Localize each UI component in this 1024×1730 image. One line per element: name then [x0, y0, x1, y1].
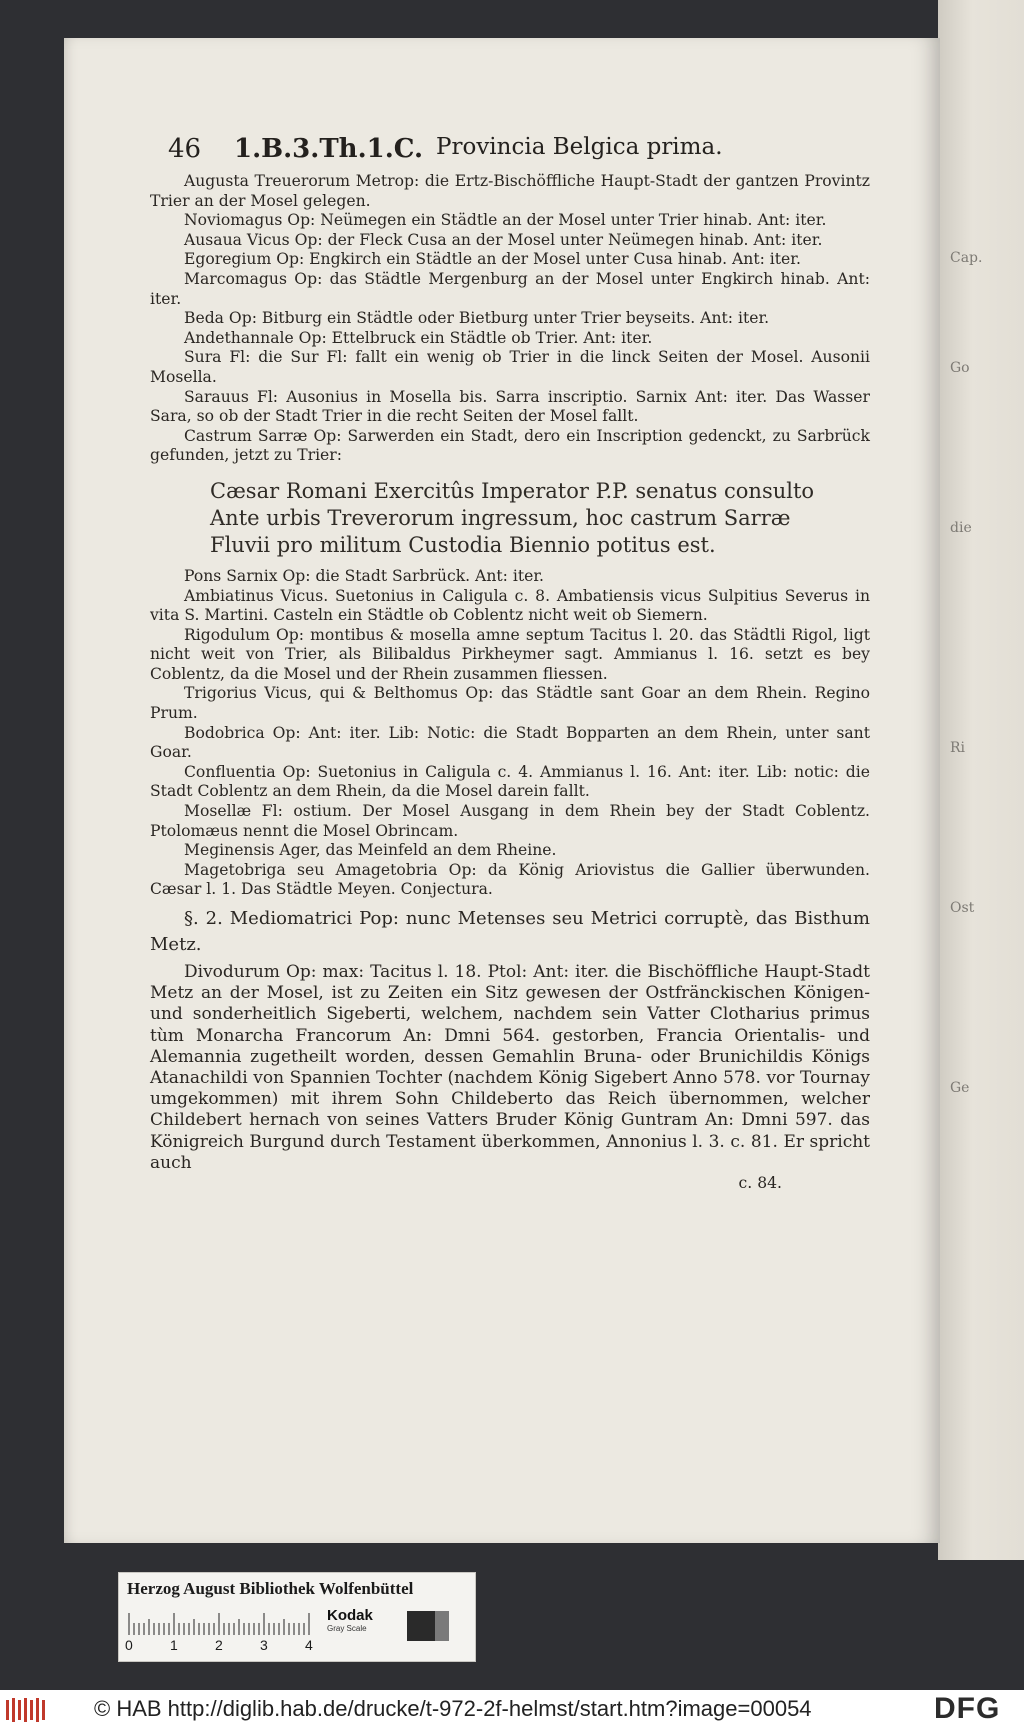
ruler-label: 3: [260, 1637, 268, 1653]
entry-paragraph: Divodurum Op: max: Tacitus l. 18. Ptol: Ant: iter. die Bischöffliche Haupt-Stadt Metz an der Mosel, ist zu Zeiten ein Sitz gewesen der Ostfränckischen Königen- und sonderheitlich Sigeberti, welchem, nachdem sein Vatter Clotharius primus tùm Monarcha Francorum An: Dmni 564. gestorben, Francia Orientalis- und Alemannia zugetheilt worden, dessen Gemahlin Bruna- oder Brunichildis Königs Atanachildi von Spannien Tochter (nachdem König Sigebert Anno 578. vor Tournay umgekommen) mit ihrem Sohn Childeberto das Reich übernommen, welcher Childebert hernach von seines Vatters Bruder König Guntram An: Dmni 597. das Königreich Burgund durch Testament überkommen, Annonius l. 3. c. 81. Er spricht auch: [150, 962, 870, 1173]
dfg-logo: DFG: [934, 1692, 1001, 1725]
next-page-fragment: Cap.: [950, 250, 983, 266]
footer-bar: [0, 1690, 1024, 1730]
catchword: c. 84.: [738, 1174, 782, 1193]
gray-swatch-mid: [435, 1611, 449, 1641]
entry-paragraph: Noviomagus Op: Neümegen ein Städtle an der Mosel unter Trier hinab. Ant: iter.: [184, 211, 827, 230]
entry-paragraph: Pons Sarnix Op: die Stadt Sarbrück. Ant: iter.: [184, 566, 545, 585]
entry-paragraph: Rigodulum Op: montibus & mosella amne septum Tacitus l. 20. das Städtli Rigol, ligt nicht weit von Trier, als Bilibaldus Pirkheymer sagt. Ammianus l. 16. setzt es bey Coblentz, da die Mosel und der Rhein zusammen fliessen.: [150, 625, 870, 683]
next-page-edge: [938, 0, 1024, 1560]
entry-paragraph: Bodobrica Op: Ant: iter. Lib: Notic: die Stadt Bopparten an dem Rhein, unter sant Goar.: [150, 723, 870, 762]
page-header: [168, 130, 868, 170]
ruler-label: 1: [170, 1637, 178, 1653]
hab-logo-icon: [4, 1696, 48, 1724]
ruler-scale: [127, 1609, 327, 1639]
entry-paragraph: Egoregium Op: Engkirch ein Städtle an der Mosel unter Cusa hinab. Ant: iter.: [184, 250, 801, 269]
next-page-fragment: Ost: [950, 900, 975, 916]
kodak-logo: Kodak: [327, 1607, 373, 1624]
next-page-fragment: Ge: [950, 1080, 970, 1096]
inscription-line: Ante urbis Treverorum ingressum, hoc castrum Sarræ: [210, 505, 791, 530]
inscription-block: [210, 478, 870, 559]
next-page-fragment: Ri: [950, 740, 966, 756]
entry-paragraph: Beda Op: Bitburg ein Städtle oder Bietburg unter Trier beyseits. Ant: iter.: [184, 309, 770, 328]
next-page-fragment: die: [950, 520, 972, 536]
entry-paragraph: Castrum Sarræ Op: Sarwerden ein Stadt, dero ein Inscription gedenckt, zu Sarbrück gefunden, jetzt zu Trier:: [150, 426, 870, 465]
page-title: Provincia Belgica prima.: [436, 134, 723, 160]
entry-paragraph: Ausaua Vicus Op: der Fleck Cusa an der Mosel unter Neümegen hinab. Ant: iter.: [184, 230, 823, 249]
gray-scale-label: Gray Scale: [327, 1624, 367, 1633]
ruler-label: 4: [305, 1637, 313, 1653]
ruler-label: 2: [215, 1637, 223, 1653]
page-number: 46: [168, 134, 202, 164]
entry-paragraph: Confluentia Op: Suetonius in Caligula c. 4. Ammianus l. 16. Ant: iter. Lib: notic: die Stadt Coblentz an dem Rhein, da die Mosel darein fallt.: [150, 762, 870, 801]
section-heading: §. 2. Mediomatrici Pop: nunc Metenses seu Metrici corruptè, das Bisthum Metz.: [150, 908, 870, 955]
inscription-line: Cæsar Romani Exercitûs Imperator P.P. senatus consulto: [210, 478, 815, 503]
ruler-labels: [123, 1637, 333, 1657]
inscription-line: Fluvii pro militum Custodia Biennio potitus est.: [210, 532, 716, 557]
entry-paragraph: Sarauus Fl: Ausonius in Mosella bis. Sarra inscriptio. Sarnix Ant: iter. Das Wasser Sara, so ob der Stadt Trier in die recht Seiten der Mosel fallt.: [150, 387, 870, 426]
gray-swatch-dark: [407, 1611, 435, 1641]
entry-paragraph: Marcomagus Op: das Städtle Mergenburg an der Mosel unter Engkirch hinab. Ant: iter.: [150, 269, 870, 308]
source-url[interactable]: © HAB http://diglib.hab.de/drucke/t-972-2f-helmst/start.htm?image=00054: [94, 1696, 812, 1721]
entry-paragraph: Trigorius Vicus, qui & Belthomus Op: das Städtle sant Goar an dem Rhein. Regino Prum.: [150, 684, 870, 723]
page-body: [150, 172, 870, 1194]
entry-paragraph: Andethannale Op: Ettelbruck ein Städtle ob Trier. Ant: iter.: [184, 328, 653, 347]
next-page-fragment: Go: [950, 360, 970, 376]
library-card: [118, 1572, 476, 1662]
entry-paragraph: Mosellæ Fl: ostium. Der Mosel Ausgang in dem Rhein bey der Stadt Coblentz. Ptolomæus nennt die Mosel Obrincam.: [150, 802, 870, 840]
kodak-label-box: [327, 1607, 395, 1641]
ruler-label: 0: [125, 1637, 133, 1653]
entry-paragraph: Augusta Treuerorum Metrop: die Ertz-Bischöffliche Haupt-Stadt der gantzen Provintz Trier an der Mosel gelegen.: [150, 172, 870, 210]
header-signature: 1.B.3.Th.1.C.: [234, 134, 424, 164]
entry-paragraph: Ambiatinus Vicus. Suetonius in Caligula c. 8. Ambatiensis vicus Sulpitius Severus in vita S. Martini. Casteln ein Städtle ob Coblentz nicht weit ob Siemern.: [150, 586, 870, 625]
entry-paragraph: Meginensis Ager, das Meinfeld an dem Rheine.: [184, 841, 557, 860]
entry-paragraph: Sura Fl: die Sur Fl: fallt ein wenig ob Trier in die linck Seiten der Mosel. Ausonii Mosella.: [150, 348, 870, 386]
library-name: Herzog August Bibliothek Wolfenbüttel: [127, 1579, 414, 1598]
entry-paragraph: Magetobriga seu Amagetobria Op: da König Ariovistus die Gallier überwunden. Cæsar l. 1. Das Städtle Meyen. Conjectura.: [150, 860, 870, 899]
